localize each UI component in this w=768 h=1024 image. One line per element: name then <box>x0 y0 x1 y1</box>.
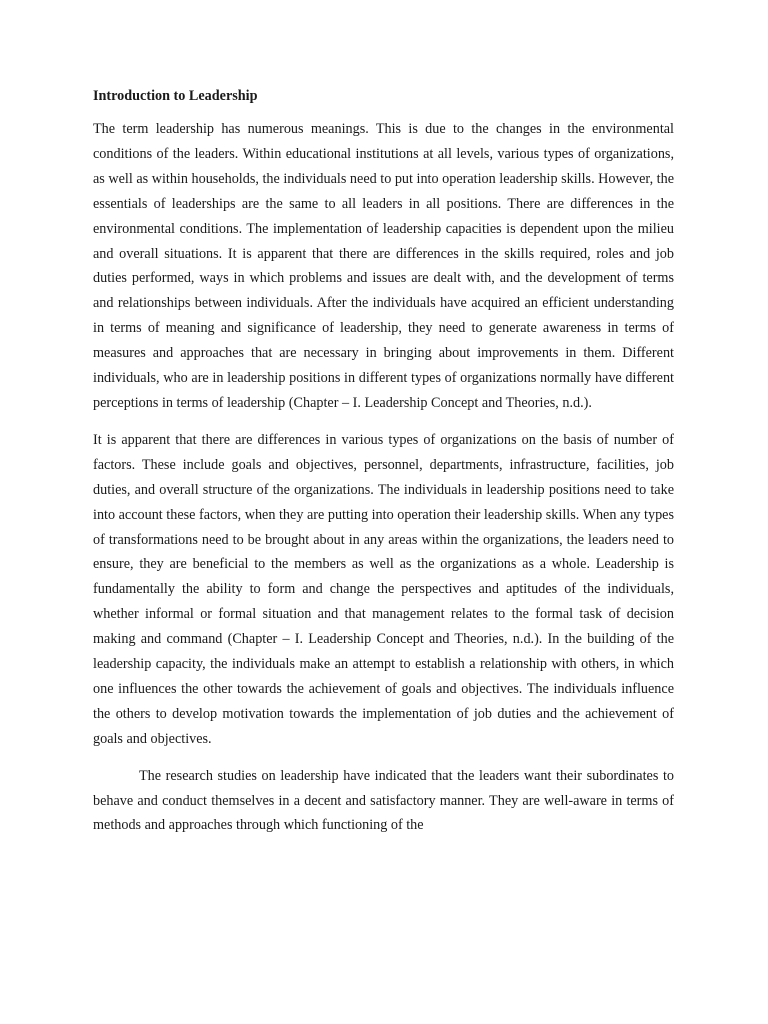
document-page <box>93 82 674 850</box>
paragraph-3: The research studies on leadership have indicated that the leaders want their subordinates to behave and conduct themselves in a decent and satisfactory manner. They are well-aware in terms of methods and approaches through which functioning of the <box>93 767 674 834</box>
paragraph-2: It is apparent that there are differences in various types of organizations on the basis of number of factors. These include goals and objectives, personnel, departments, infrastructure, facilities, job duties, and overall structure of the organizations. The individuals in leadership positions need to take into account these factors, when they are putting into operation their leadership skills. When any types of transformations need to be brought about in any areas within the organizations, the leaders need to ensure, they are beneficial to the members as well as the organizations as a whole. Leadership is fundamentally the ability to form and change the perspectives and aptitudes of the individuals, whether informal or formal situation and that management relates to the formal task of decision making and command (Chapter – I. Leadership Concept and Theories, n.d.). In the building of the leadership capacity, the individuals make an attempt to establish a relationship with others, in which one influences the other towards the achievement of goals and objectives. The individuals influence the others to develop motivation towards the implementation of job duties and the achievement of goals and objectives. <box>93 431 674 747</box>
paragraph-1: The term leadership has numerous meanings. This is due to the changes in the environmental conditions of the leaders. Within educational institutions at all levels, various types of organizations, as well as within households, the individuals need to put into operation leadership skills. However, the essentials of leaderships are the same to all leaders in all positions. There are differences in the environmental conditions. The implementation of leadership capacities is dependent upon the milieu and overall situations. It is apparent that there are differences in the skills required, roles and job duties performed, ways in which problems and issues are dealt with, and the development of terms and relationships between individuals. After the individuals have acquired an efficient understanding in terms of meaning and significance of leadership, they need to generate awareness in terms of measures and approaches that are necessary in bringing about improvements in them. Different individuals, who are in leadership positions in different types of organizations normally have different perceptions in terms of leadership (Chapter – I. Leadership Concept and Theories, n.d.). <box>93 121 675 411</box>
document-title: Introduction to Leadership <box>93 88 258 104</box>
